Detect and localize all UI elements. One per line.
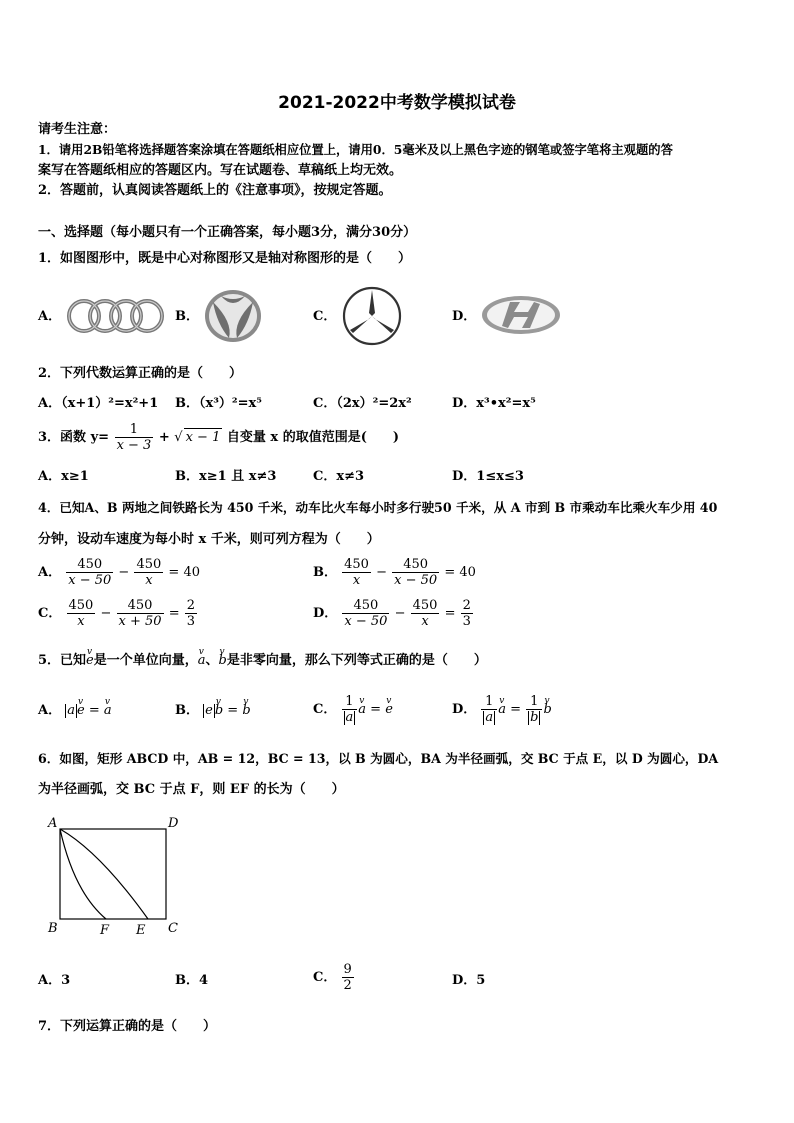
q5-option-c: C． $\frac{1}{a}$ v a = v e	[313, 694, 393, 725]
q3-option-a: A．x≥1	[38, 469, 89, 484]
q4b-den1: x	[352, 573, 361, 588]
q5-separator: 、	[205, 653, 219, 668]
q4d-op: −	[394, 606, 406, 621]
q5-part1: 5．已知	[38, 653, 87, 668]
question-2-stem: 2．下列代数运算正确的是（ ）	[38, 366, 243, 381]
q2-option-b: B．（x³）²=x⁵	[175, 396, 262, 411]
question-4-line-1: 4．已知A、B 两地之间铁路长为 450 千米，动车比火车每小时多行驶50 千米，从 A 市到 B 市乘动车比乘火车少用 40	[38, 500, 718, 515]
q4a-op: −	[118, 565, 130, 580]
q4c-den2: x + 50	[118, 614, 162, 629]
q4d-num3: 2	[462, 598, 471, 613]
q2-option-d: D．x³•x²=x⁵	[452, 396, 536, 411]
figure-label-e: E	[136, 923, 146, 938]
q4a-num1: 450	[66, 557, 113, 573]
q4a-den2: x	[145, 573, 153, 588]
q6-option-b: B．4	[175, 973, 209, 988]
q3-prefix: 3．函数 y=	[38, 430, 110, 445]
dongfeng-logo	[203, 288, 263, 344]
question-5-stem	[38, 652, 487, 670]
q6c-den: 2	[343, 978, 352, 993]
q4-option-d-label: D．	[313, 606, 338, 621]
page-title: 2021-2022中考数学模拟试卷	[278, 93, 516, 113]
q4a-rhs: = 40	[168, 565, 200, 580]
q3-option-d: D．1≤x≤3	[452, 469, 524, 484]
q3-option-b: B．x≥1 且 x≠3	[175, 469, 277, 484]
figure-label-d: D	[168, 816, 179, 831]
q3-option-c: C．x≠3	[313, 469, 365, 484]
q5-option-a: A． av e = v a	[38, 702, 112, 720]
q4c-num3: 2	[186, 598, 196, 613]
q5-vector-b: v b	[219, 652, 227, 670]
q1-option-a-label: A．	[38, 309, 62, 324]
figure-label-a: A	[48, 816, 58, 831]
q4-option-b	[313, 557, 476, 588]
mercedes-star-logo	[341, 286, 403, 346]
question-7-stem: 7．下列运算正确的是（ ）	[38, 1019, 217, 1034]
question-1-stem: 1．如图图形中，既是中心对称图形又是轴对称图形的是（ ）	[38, 251, 412, 266]
q1-option-c-label: C．	[313, 309, 337, 324]
question-6-line-2: 为半径画弧，交 BC 于点 F，则 EF 的长为（ ）	[38, 782, 345, 797]
q4-option-a	[38, 557, 200, 588]
q3-denominator: x − 3	[116, 438, 152, 453]
question-3-stem	[38, 422, 399, 453]
q5-option-b: B． ev b = v b	[175, 702, 251, 720]
q4c-num1: 450	[68, 598, 94, 613]
q4a-num2: 450	[136, 557, 162, 572]
q6-option-a: A．3	[38, 973, 71, 988]
q2-option-a: A．（x+1）²=x²+1	[38, 396, 159, 411]
q4d-den3: 3	[462, 614, 471, 629]
figure-label-b: B	[48, 921, 58, 936]
q4a-den1: x − 50	[68, 573, 112, 588]
q6c-num: 9	[343, 962, 352, 977]
q4d-num2: 450	[412, 598, 438, 613]
q4b-op: −	[376, 565, 388, 580]
q3-fraction	[115, 422, 154, 453]
q5-part2: 是一个单位向量，	[93, 653, 198, 668]
notice-heading: 请考生注意：	[38, 122, 117, 137]
q3-radical: √ x − 1	[174, 430, 221, 445]
q1-option-b-label: B．	[175, 309, 199, 324]
question-6-line-1: 6．如图，矩形 ABCD 中，AB = 12，BC = 13，以 B 为圆心，BA 为半径画弧，交 BC 于点 E，以 D 为圆心，DA	[38, 751, 719, 766]
q3-numerator: 1	[115, 422, 154, 438]
q4b-rhs: = 40	[444, 565, 476, 580]
figure-label-c: C	[168, 921, 178, 936]
q5-option-a-label: A．	[38, 703, 62, 718]
q4-option-a-label: A．	[38, 565, 62, 580]
q4b-num1: 450	[344, 557, 369, 572]
section-1-header: 一、选择题（每小题只有一个正确答案，每小题3分，满分30分）	[38, 225, 417, 240]
q4c-op: −	[100, 606, 112, 621]
figure-label-f: F	[100, 923, 110, 938]
question-4-line-2: 分钟，设动车速度为每小时 x 千米，则可列方程为（ ）	[38, 532, 380, 547]
audi-rings-logo	[64, 297, 166, 335]
q4c-den1: x	[77, 614, 85, 629]
q5-part3: 是非零向量，那么下列等式正确的是（ ）	[226, 653, 487, 668]
q5-option-d: D． $\frac{1}{a}$ v a = $\frac{1}{b}$ v b	[452, 694, 552, 725]
q5-option-d-label: D．	[452, 702, 477, 717]
q6-option-c-label: C．	[313, 970, 337, 985]
q4d-den2: x	[421, 614, 429, 629]
q5-option-b-label: B．	[175, 703, 199, 718]
q6-option-d: D．5	[452, 973, 486, 988]
q4d-num1: 450	[342, 598, 389, 614]
q5-option-c-label: C．	[313, 702, 337, 717]
q4d-den1: x − 50	[344, 614, 388, 629]
q5-vector-a: v a	[198, 652, 206, 670]
q4c-den3: 3	[186, 614, 196, 629]
notice-line-1a: 1．请用2B铅笔将选择题答案涂填在答题纸相应位置上，请用0．5毫米及以上黑色字迹的钢笔或签字笔将主观题的答	[38, 142, 673, 157]
q4c-eq: =	[168, 606, 180, 621]
notice-line-2: 2．答题前，认真阅读答题纸上的《注意事项》，按规定答题。	[38, 183, 392, 198]
q5-vector-e: v e	[86, 652, 94, 670]
q3-suffix: 自变量 x 的取值范围是( )	[226, 430, 399, 445]
notice-line-1b: 案写在答题纸相应的答题区内。写在试题卷、草稿纸上均无效。	[38, 163, 403, 178]
rectangle-arc-figure	[44, 812, 194, 938]
q4-option-b-label: B．	[313, 565, 337, 580]
q4d-eq: =	[444, 606, 456, 621]
q3-radicand: x − 1	[185, 430, 221, 445]
q4-option-c-label: C．	[38, 606, 62, 621]
q2-option-c: C．（2x）²=2x²	[313, 396, 412, 411]
q4c-num2: 450	[117, 598, 164, 614]
q4b-num2: 450	[392, 557, 439, 573]
q4-option-c	[38, 598, 198, 629]
q4-option-d	[313, 598, 474, 629]
q6-option-c	[313, 962, 355, 993]
q1-option-d-label: D．	[452, 309, 477, 324]
hyundai-logo	[480, 294, 562, 336]
q3-plus: +	[158, 430, 170, 445]
q4b-den2: x − 50	[394, 573, 438, 588]
